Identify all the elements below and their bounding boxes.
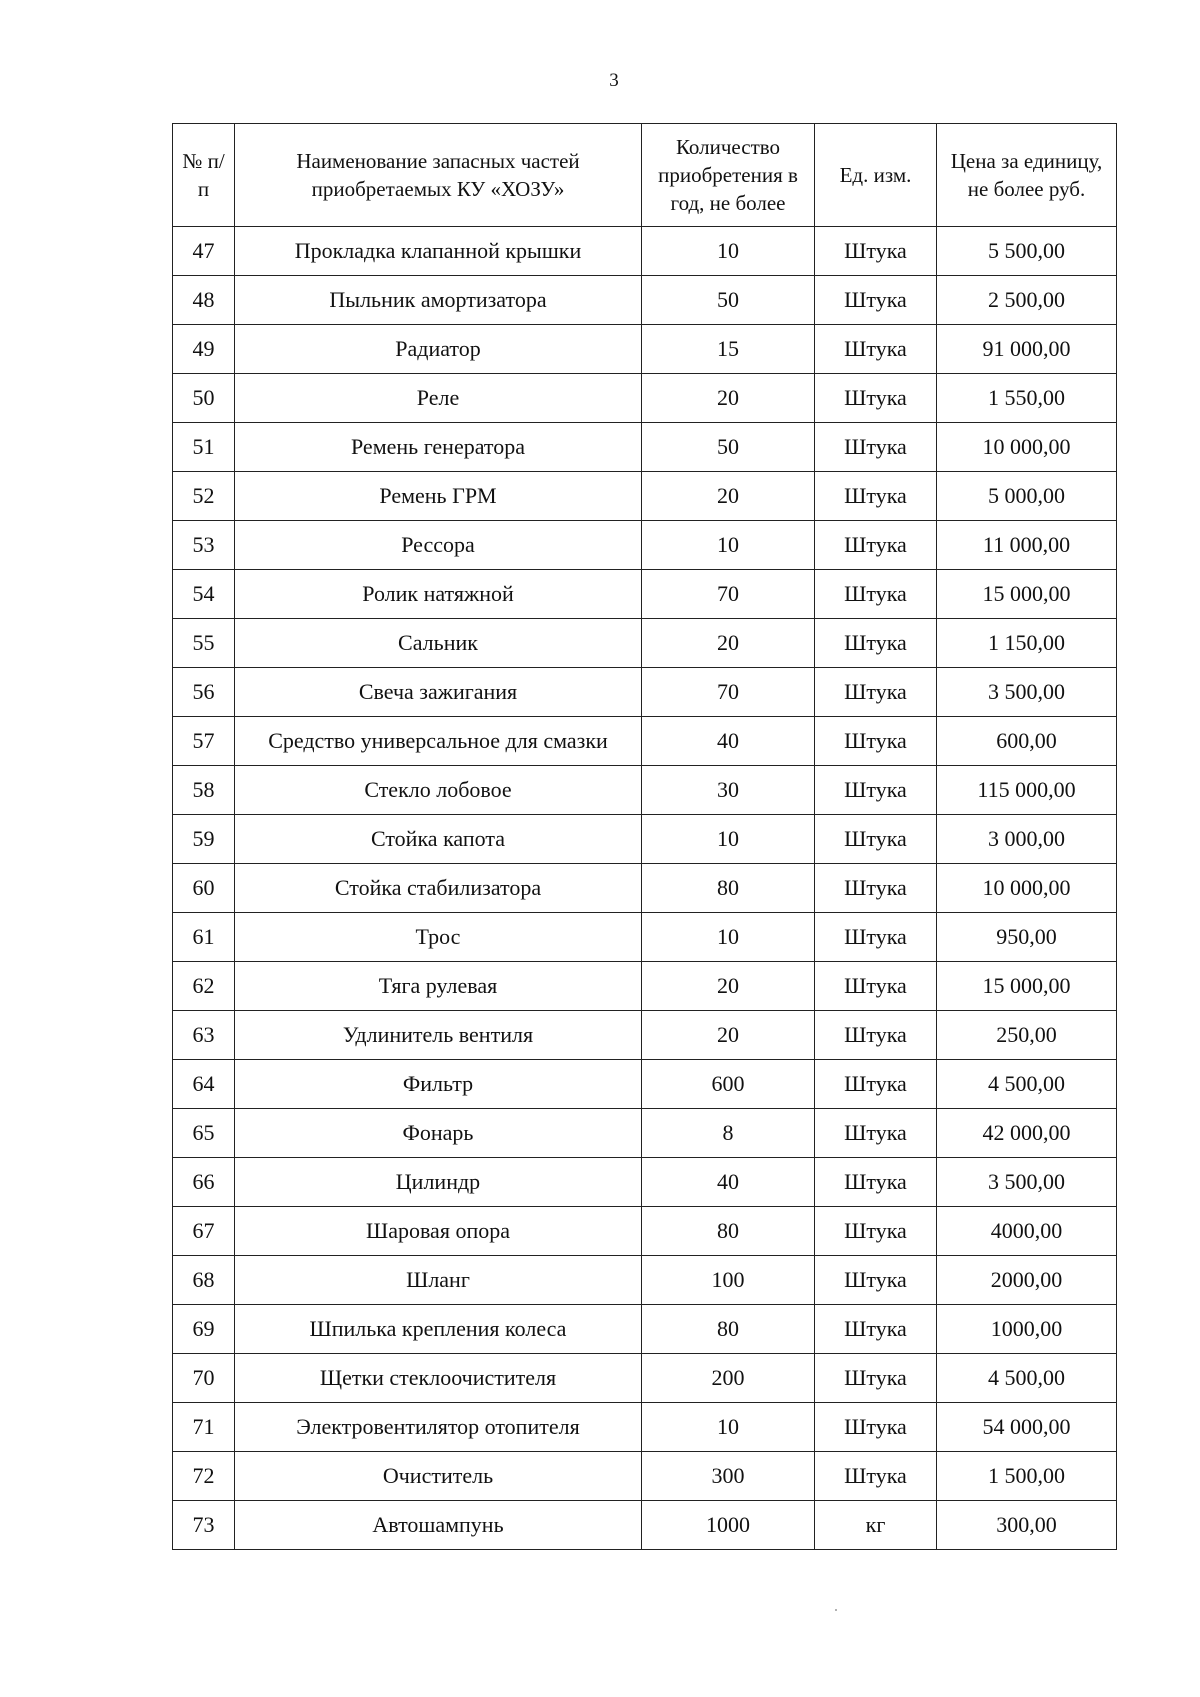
unit-cell: Штука [815, 1060, 937, 1109]
quantity-cell: 50 [642, 423, 815, 472]
price-cell: 300,00 [937, 1501, 1117, 1550]
table-row [173, 913, 1117, 962]
spare-parts-table [172, 123, 1117, 1550]
table-body [173, 227, 1117, 1550]
part-name-cell: Прокладка клапанной крышки [235, 227, 642, 276]
price-cell: 1 500,00 [937, 1452, 1117, 1501]
table-row [173, 1501, 1117, 1550]
price-cell: 1 550,00 [937, 374, 1117, 423]
table-row [173, 423, 1117, 472]
quantity-cell: 1000 [642, 1501, 815, 1550]
part-name-cell: Щетки стеклоочистителя [235, 1354, 642, 1403]
price-cell: 5 500,00 [937, 227, 1117, 276]
part-name-cell: Шланг [235, 1256, 642, 1305]
quantity-cell: 50 [642, 276, 815, 325]
item-number-cell: 49 [173, 325, 235, 374]
unit-cell: Штука [815, 864, 937, 913]
header-item-number: № п/п [173, 124, 235, 227]
item-number-cell: 63 [173, 1011, 235, 1060]
part-name-cell: Шаровая опора [235, 1207, 642, 1256]
unit-cell: Штука [815, 1011, 937, 1060]
item-number-cell: 71 [173, 1403, 235, 1452]
unit-cell: Штука [815, 1305, 937, 1354]
price-cell: 4 500,00 [937, 1060, 1117, 1109]
table-row [173, 619, 1117, 668]
quantity-cell: 40 [642, 1158, 815, 1207]
item-number-cell: 65 [173, 1109, 235, 1158]
part-name-cell: Фонарь [235, 1109, 642, 1158]
item-number-cell: 57 [173, 717, 235, 766]
item-number-cell: 48 [173, 276, 235, 325]
price-cell: 10 000,00 [937, 864, 1117, 913]
part-name-cell: Рессора [235, 521, 642, 570]
price-cell: 250,00 [937, 1011, 1117, 1060]
part-name-cell: Ремень ГРМ [235, 472, 642, 521]
item-number-cell: 61 [173, 913, 235, 962]
table-row [173, 1305, 1117, 1354]
header-row [173, 124, 1117, 227]
unit-cell: Штука [815, 913, 937, 962]
price-cell: 2000,00 [937, 1256, 1117, 1305]
table-row [173, 962, 1117, 1011]
price-cell: 54 000,00 [937, 1403, 1117, 1452]
item-number-cell: 51 [173, 423, 235, 472]
price-cell: 42 000,00 [937, 1109, 1117, 1158]
table-row [173, 1109, 1117, 1158]
unit-cell: Штука [815, 1452, 937, 1501]
part-name-cell: Автошампунь [235, 1501, 642, 1550]
price-cell: 600,00 [937, 717, 1117, 766]
quantity-cell: 20 [642, 374, 815, 423]
table-row [173, 864, 1117, 913]
price-cell: 4 500,00 [937, 1354, 1117, 1403]
quantity-cell: 10 [642, 815, 815, 864]
table-row [173, 276, 1117, 325]
quantity-cell: 8 [642, 1109, 815, 1158]
table-row [173, 325, 1117, 374]
unit-cell: Штука [815, 668, 937, 717]
unit-cell: кг [815, 1501, 937, 1550]
item-number-cell: 53 [173, 521, 235, 570]
item-number-cell: 73 [173, 1501, 235, 1550]
table-row [173, 717, 1117, 766]
item-number-cell: 47 [173, 227, 235, 276]
price-cell: 1000,00 [937, 1305, 1117, 1354]
price-cell: 3 000,00 [937, 815, 1117, 864]
quantity-cell: 20 [642, 472, 815, 521]
table-row [173, 227, 1117, 276]
item-number-cell: 69 [173, 1305, 235, 1354]
table-header [173, 124, 1117, 227]
unit-cell: Штука [815, 1207, 937, 1256]
table-row [173, 815, 1117, 864]
price-cell: 3 500,00 [937, 1158, 1117, 1207]
unit-cell: Штука [815, 227, 937, 276]
item-number-cell: 56 [173, 668, 235, 717]
quantity-cell: 600 [642, 1060, 815, 1109]
price-cell: 4000,00 [937, 1207, 1117, 1256]
unit-cell: Штука [815, 815, 937, 864]
quantity-cell: 80 [642, 864, 815, 913]
quantity-cell: 30 [642, 766, 815, 815]
unit-cell: Штука [815, 717, 937, 766]
price-cell: 2 500,00 [937, 276, 1117, 325]
item-number-cell: 52 [173, 472, 235, 521]
unit-cell: Штука [815, 276, 937, 325]
item-number-cell: 59 [173, 815, 235, 864]
table-row [173, 1256, 1117, 1305]
scan-speck [835, 1609, 837, 1611]
part-name-cell: Сальник [235, 619, 642, 668]
price-cell: 15 000,00 [937, 570, 1117, 619]
part-name-cell: Цилиндр [235, 1158, 642, 1207]
table-row [173, 1354, 1117, 1403]
table-row [173, 521, 1117, 570]
item-number-cell: 55 [173, 619, 235, 668]
unit-cell: Штука [815, 1354, 937, 1403]
part-name-cell: Свеча зажигания [235, 668, 642, 717]
unit-cell: Штука [815, 766, 937, 815]
item-number-cell: 67 [173, 1207, 235, 1256]
price-cell: 950,00 [937, 913, 1117, 962]
item-number-cell: 66 [173, 1158, 235, 1207]
item-number-cell: 64 [173, 1060, 235, 1109]
table-row [173, 1452, 1117, 1501]
quantity-cell: 80 [642, 1305, 815, 1354]
quantity-cell: 20 [642, 962, 815, 1011]
part-name-cell: Фильтр [235, 1060, 642, 1109]
quantity-cell: 15 [642, 325, 815, 374]
item-number-cell: 70 [173, 1354, 235, 1403]
table-row [173, 1403, 1117, 1452]
table-row [173, 766, 1117, 815]
price-cell: 91 000,00 [937, 325, 1117, 374]
table-row [173, 570, 1117, 619]
price-cell: 5 000,00 [937, 472, 1117, 521]
quantity-cell: 70 [642, 570, 815, 619]
part-name-cell: Стойка капота [235, 815, 642, 864]
unit-cell: Штука [815, 1158, 937, 1207]
item-number-cell: 72 [173, 1452, 235, 1501]
unit-cell: Штука [815, 619, 937, 668]
part-name-cell: Трос [235, 913, 642, 962]
quantity-cell: 100 [642, 1256, 815, 1305]
header-unit-price: Цена за единицу, не более руб. [937, 124, 1117, 227]
part-name-cell: Ролик натяжной [235, 570, 642, 619]
table-row [173, 1158, 1117, 1207]
part-name-cell: Очиститель [235, 1452, 642, 1501]
unit-cell: Штука [815, 472, 937, 521]
price-cell: 3 500,00 [937, 668, 1117, 717]
table-row [173, 1207, 1117, 1256]
item-number-cell: 60 [173, 864, 235, 913]
part-name-cell: Удлинитель вентиля [235, 1011, 642, 1060]
quantity-cell: 10 [642, 1403, 815, 1452]
table-row [173, 1011, 1117, 1060]
unit-cell: Штука [815, 374, 937, 423]
item-number-cell: 68 [173, 1256, 235, 1305]
quantity-cell: 10 [642, 913, 815, 962]
item-number-cell: 58 [173, 766, 235, 815]
table-row [173, 668, 1117, 717]
item-number-cell: 50 [173, 374, 235, 423]
table-row [173, 1060, 1117, 1109]
item-number-cell: 54 [173, 570, 235, 619]
unit-cell: Штука [815, 521, 937, 570]
quantity-cell: 80 [642, 1207, 815, 1256]
header-unit: Ед. изм. [815, 124, 937, 227]
part-name-cell: Стекло лобовое [235, 766, 642, 815]
unit-cell: Штука [815, 962, 937, 1011]
page-number: 3 [609, 70, 619, 91]
price-cell: 11 000,00 [937, 521, 1117, 570]
header-annual-quantity: Количество приобретения в год, не более [642, 124, 815, 227]
part-name-cell: Реле [235, 374, 642, 423]
unit-cell: Штука [815, 570, 937, 619]
part-name-cell: Стойка стабилизатора [235, 864, 642, 913]
quantity-cell: 20 [642, 1011, 815, 1060]
part-name-cell: Радиатор [235, 325, 642, 374]
unit-cell: Штука [815, 1256, 937, 1305]
part-name-cell: Средство универсальное для смазки [235, 717, 642, 766]
quantity-cell: 70 [642, 668, 815, 717]
price-cell: 115 000,00 [937, 766, 1117, 815]
price-cell: 1 150,00 [937, 619, 1117, 668]
unit-cell: Штука [815, 325, 937, 374]
quantity-cell: 40 [642, 717, 815, 766]
part-name-cell: Шпилька крепления колеса [235, 1305, 642, 1354]
unit-cell: Штука [815, 423, 937, 472]
part-name-cell: Пыльник амортизатора [235, 276, 642, 325]
quantity-cell: 10 [642, 521, 815, 570]
item-number-cell: 62 [173, 962, 235, 1011]
quantity-cell: 300 [642, 1452, 815, 1501]
unit-cell: Штука [815, 1403, 937, 1452]
unit-cell: Штука [815, 1109, 937, 1158]
quantity-cell: 20 [642, 619, 815, 668]
part-name-cell: Тяга рулевая [235, 962, 642, 1011]
price-cell: 10 000,00 [937, 423, 1117, 472]
part-name-cell: Ремень генератора [235, 423, 642, 472]
price-cell: 15 000,00 [937, 962, 1117, 1011]
part-name-cell: Электровентилятор отопителя [235, 1403, 642, 1452]
table-row [173, 374, 1117, 423]
quantity-cell: 200 [642, 1354, 815, 1403]
quantity-cell: 10 [642, 227, 815, 276]
table-row [173, 472, 1117, 521]
header-part-name: Наименование запасных частей приобретаемых КУ «ХОЗУ» [235, 124, 642, 227]
